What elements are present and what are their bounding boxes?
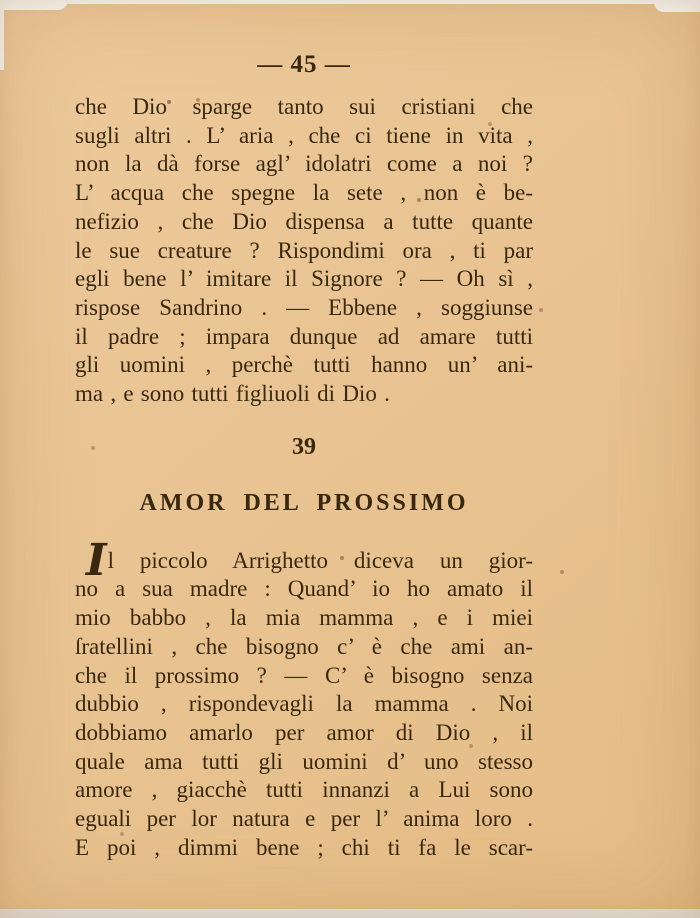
page-number: — 45 — [257, 51, 351, 78]
text-line: non la dà forse agl’ idolatri come a noi ? [75, 151, 533, 177]
text-line: egli bene l’ imitare il Signore ? — Oh sì , [75, 266, 533, 292]
page-content [75, 50, 533, 862]
paragraph-1 [75, 93, 533, 409]
text-line: E poi , dimmi bene ; chi ti fa le scar- [75, 834, 533, 860]
text-line: dubbio , rispondevagli la mamma . Noi [75, 691, 533, 717]
scan-corner-right [654, 0, 700, 12]
text-line-rest: l piccolo Arrighetto diceva un gior- [107, 547, 533, 573]
text-line: il padre ; impara dunque ad amare tutti [75, 323, 533, 349]
text-line: quale ama tutti gli uomini d’ uno stesso [75, 748, 533, 774]
text-line: ſratellini , che bisogno c’ è che ami an- [75, 633, 533, 659]
scan-edge-top [0, 0, 700, 4]
text-line: no a sua madre : Quand’ io ho amato il [75, 576, 533, 602]
text-line: sugli altri . L’ aria , che ci tiene in vita , [75, 122, 533, 148]
text-line: nefizio , che Dio dispensa a tutte quante [75, 208, 533, 234]
text-line [75, 534, 533, 586]
text-line: che Dio sparge tanto sui cristiani che [75, 94, 533, 119]
text-line: gli uomini , perchè tutti hanno un’ ani- [75, 352, 533, 378]
text-line: che il prossimo ? — C’ è bisogno senza [75, 662, 533, 688]
scan-edge-bottom [0, 909, 700, 918]
drop-cap-initial: I [86, 534, 107, 586]
scan-corner-left [0, 0, 68, 10]
text-line: L’ acqua che spegne la sete , non è be- [75, 180, 533, 206]
text-line: eguali per lor natura e per l’ anima loro . [75, 806, 533, 832]
text-line: amore , giacchè tutti innanzi a Lui sono [75, 777, 533, 803]
section-number: 39 [292, 433, 316, 460]
text-line: mio babbo , la mia mamma , e i miei [75, 605, 533, 631]
text-line: ma , e sono tutti figliuoli di Dio . [75, 381, 390, 407]
scan-edge-left [0, 0, 4, 70]
text-line: dobbiamo amarlo per amor di Dio , il [75, 719, 533, 745]
paragraph-2 [75, 534, 533, 863]
section-heading: AMOR DEL PROSSIMO [139, 489, 469, 516]
text-line: rispose Sandrino . — Ebbene , soggiunse [75, 294, 533, 320]
text-line: le sue creature ? Rispondimi ora , ti par [75, 237, 533, 263]
